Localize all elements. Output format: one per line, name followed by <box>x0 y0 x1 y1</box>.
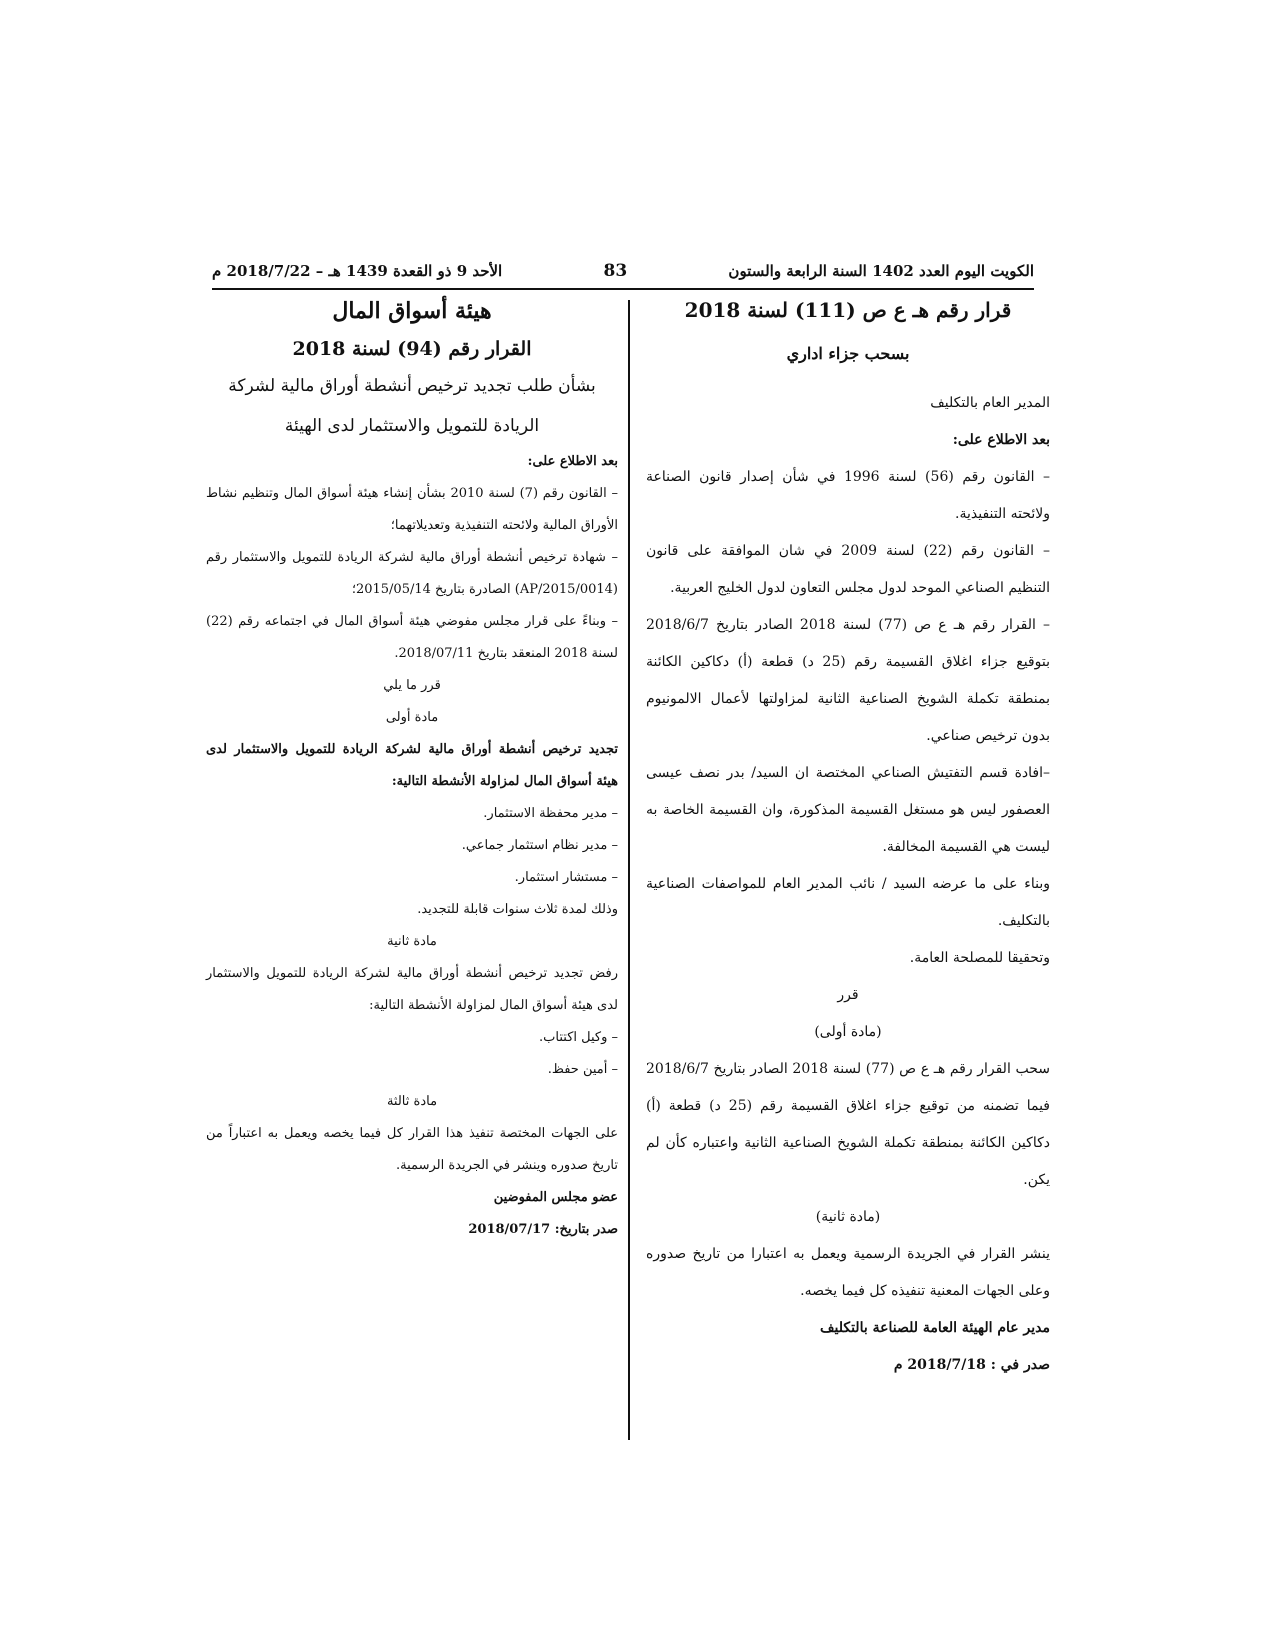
organization-name: هيئة أسواق المال <box>332 298 492 324</box>
article-1-text: تجديد ترخيص أنشطة أوراق مالية لشركة الريادة للتمويل والاستثمار لدى هيئة أسواق المال لمزاولة الأنشطة التالية: <box>206 742 618 789</box>
article-1-title: (مادة أولى) <box>814 1024 882 1040</box>
article-2-title: مادة ثانية <box>387 934 437 949</box>
list-item: – أمين حفظ. <box>547 1062 618 1077</box>
list-item: – مستشار استثمار. <box>514 870 618 885</box>
article-3-title: مادة ثالثة <box>386 1094 438 1109</box>
column-divider <box>628 300 630 1440</box>
industry-decision-column <box>646 296 1050 1384</box>
gazette-issue-info: الكويت اليوم العدد 1402 السنة الرابعة والستون <box>728 262 1034 280</box>
page-number: 83 <box>603 261 628 281</box>
signature: عضو مجلس المفوضين <box>493 1190 618 1205</box>
article-1-text: سحب القرار رقم هـ ع ص (77) لسنة 2018 الصادر بتاريخ 2018/6/7 فيما تضمنه من توقيع جزاء اغلاق القسيمة رقم (25 د) قطعة (أ) دكاكين الكائنة بمنطقة تكملة الشويخ الصناعية الثانية واعتباره كأن لم يكن. <box>646 1061 1050 1188</box>
gazette-date: الأحد 9 ذو القعدة 1439 هـ – 2018/7/22 م <box>212 262 503 280</box>
list-item: – مدير نظام استثمار جماعي. <box>461 838 618 853</box>
after-review-heading: بعد الاطلاع على: <box>527 454 618 469</box>
decision-title: قرار رقم هـ ع ص (111) لسنة 2018 <box>684 298 1012 322</box>
recital-1: – القانون رقم (7) لسنة 2010 بشأن إنشاء هيئة أسواق المال وتنظيم نشاط الأوراق المالية ولائحته التنفيذية وتعديلاتهما؛ <box>206 486 618 533</box>
issue-date: صدر بتاريخ: 2018/07/17 <box>468 1222 618 1237</box>
issuer: المدير العام بالتكليف <box>930 395 1050 411</box>
decision-title: القرار رقم (94) لسنة 2018 <box>292 338 532 360</box>
article-2-text: رفض تجديد ترخيص أنشطة أوراق مالية لشركة الريادة للتمويل والاستثمار لدى هيئة أسواق المال لمزاولة الأنشطة التالية: <box>206 966 618 1013</box>
after-review-heading: بعد الاطلاع على: <box>952 432 1050 448</box>
decided-heading: قرر ما يلي <box>383 678 441 693</box>
signature: مدير عام الهيئة العامة للصناعة بالتكليف <box>820 1320 1050 1336</box>
recital-2: – القانون رقم (22) لسنة 2009 في شان الموافقة على قانون التنظيم الصناعي الموحد لدول مجلس التعاون لدول الخليج العربية. <box>646 543 1050 596</box>
recital-6: وتحقيقا للمصلحة العامة. <box>909 950 1050 966</box>
decision-subject: بشأن طلب تجديد ترخيص أنشطة أوراق مالية لشركة الريادة للتمويل والاستثمار لدى الهيئة <box>228 376 596 436</box>
list-item: – مدير محفظة الاستثمار. <box>483 806 618 821</box>
page-header <box>212 254 1034 290</box>
article-3-text: على الجهات المختصة تنفيذ هذا القرار كل فيما يخصه ويعمل به اعتباراً من تاريخ صدوره وينشر في الجريدة الرسمية. <box>206 1126 618 1173</box>
recital-4: –افادة قسم التفتيش الصناعي المختصة ان السيد/ بدر نصف عيسى العصفور ليس هو مستغل القسيمة المذكورة، وان القسيمة الخاصة به ليست هي القسيمة المخالفة. <box>646 765 1050 855</box>
decision-subtitle: بسحب جزاء اداري <box>786 344 910 363</box>
cma-decision-column <box>206 296 618 1246</box>
recital-1: – القانون رقم (56) لسنة 1996 في شأن إصدار قانون الصناعة ولائحته التنفيذية. <box>646 469 1051 522</box>
license-duration: وذلك لمدة ثلاث سنوات قابلة للتجديد. <box>417 902 618 917</box>
list-item: – وكيل اكتتاب. <box>539 1030 618 1045</box>
decided-heading: قرر <box>837 987 859 1003</box>
recital-5: وبناء على ما عرضه السيد / نائب المدير العام للمواصفات الصناعية بالتكليف. <box>646 876 1050 929</box>
recital-2: – شهادة ترخيص أنشطة أوراق مالية لشركة الريادة للتمويل والاستثمار رقم (AP/2015/0014) الصادرة بتاريخ 2015/05/14؛ <box>206 550 618 597</box>
article-2-title: (مادة ثانية) <box>815 1209 881 1225</box>
issue-date: صدر في : 2018/7/18 م <box>893 1357 1050 1373</box>
article-2-text: ينشر القرار في الجريدة الرسمية ويعمل به اعتبارا من تاريخ صدوره وعلى الجهات المعنية تنفيذه كل فيما يخصه. <box>646 1246 1050 1299</box>
article-1-title: مادة أولى <box>385 710 439 725</box>
recital-3: – القرار رقم هـ ع ص (77) لسنة 2018 الصادر بتاريخ 2018/6/7 بتوقيع جزاء اغلاق القسيمة رقم (25 د) قطعة (أ) دكاكين الكائنة بمنطقة تكملة الشويخ الصناعية الثانية لمزاولتها لأعمال الالمونيوم بدون ترخيص صناعي. <box>646 617 1050 744</box>
recital-3: – وبناءً على قرار مجلس مفوضي هيئة أسواق المال في اجتماعه رقم (22) لسنة 2018 المنعقد بتاريخ 2018/07/11. <box>206 614 618 661</box>
